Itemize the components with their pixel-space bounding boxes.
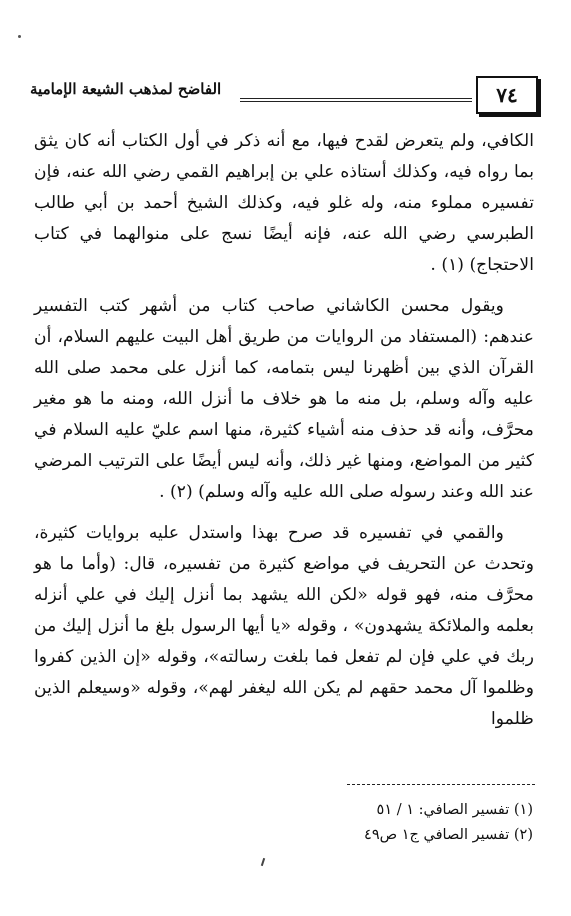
header-rule: [240, 98, 472, 102]
footnote-2: (٢) تفسير الصافي ج١ ص٤٩: [364, 827, 533, 843]
page-number: ٧٤: [496, 83, 518, 107]
running-title: الفاضح لمذهب الشيعة الإمامية: [30, 80, 222, 98]
page-header: [30, 76, 538, 112]
body-text: [34, 126, 534, 745]
paragraph-3: والقمي في تفسيره قد صرح بهذا واستدل عليه بروايات كثيرة، وتحدث عن التحريف في مواضع كثيرة من تفسيره، قال: (وأما ما هو محرَّف منه، فهو قوله «لكن الله يشهد بما أنزل إليك في علي أنزله بعلمه والملائكة يشهدون» ، وقوله «يا أيها الرسول بلغ ما أنزل إليك من ربك في علي فإن لم تفعل فما بلغت رسالته»، وقوله «إن الذين كفروا وظلموا آل محمد حقهم لم يكن الله ليغفر لهم»، وقوله «وسيعلم الذين ظلموا: [34, 523, 534, 729]
scan-speck: [18, 35, 21, 38]
scan-mark: [261, 858, 265, 866]
footnotes: [233, 798, 533, 848]
page-number-box: [476, 76, 538, 114]
paragraph-1: الكافي، ولم يتعرض لقدح فيها، مع أنه ذكر في أول الكتاب أنه كان يثق بما رواه فيه، وكذلك أستاذه علي بن إبراهيم القمي رضي الله عنه، فإن تفسيره مملوء منه، وله غلو فيه، وكذلك الشيخ أحمد بن أبي طالب الطبرسي رضي الله عنه، فإنه أيضًا نسج على منوالهما في كتاب الاحتجاج) (١) .: [34, 131, 534, 275]
paragraph-2: ويقول محسن الكاشاني صاحب كتاب من أشهر كتب التفسير عندهم: (المستفاد من الروايات من طريق أهل البيت عليهم السلام، أن القرآن الذي بين أظهرنا ليس بتمامه، كما أنزل على محمد صلى الله عليه وآله وسلم، بل منه ما هو خلاف ما أنزل الله، ومنه ما هو مغير محرَّف، وأنه قد حذف منه أشياء كثيرة، منها اسم عليّ عليه السلام في كثير من المواضع، ومنها غير ذلك، وأنه ليس أيضًا على الترتيب المرضي عند الله وعند رسوله صلى الله عليه وآله وسلم) (٢) .: [34, 296, 534, 502]
footnote-1: (١) تفسير الصافي: ١ / ٥١: [376, 802, 533, 818]
footnote-separator: [347, 784, 535, 785]
